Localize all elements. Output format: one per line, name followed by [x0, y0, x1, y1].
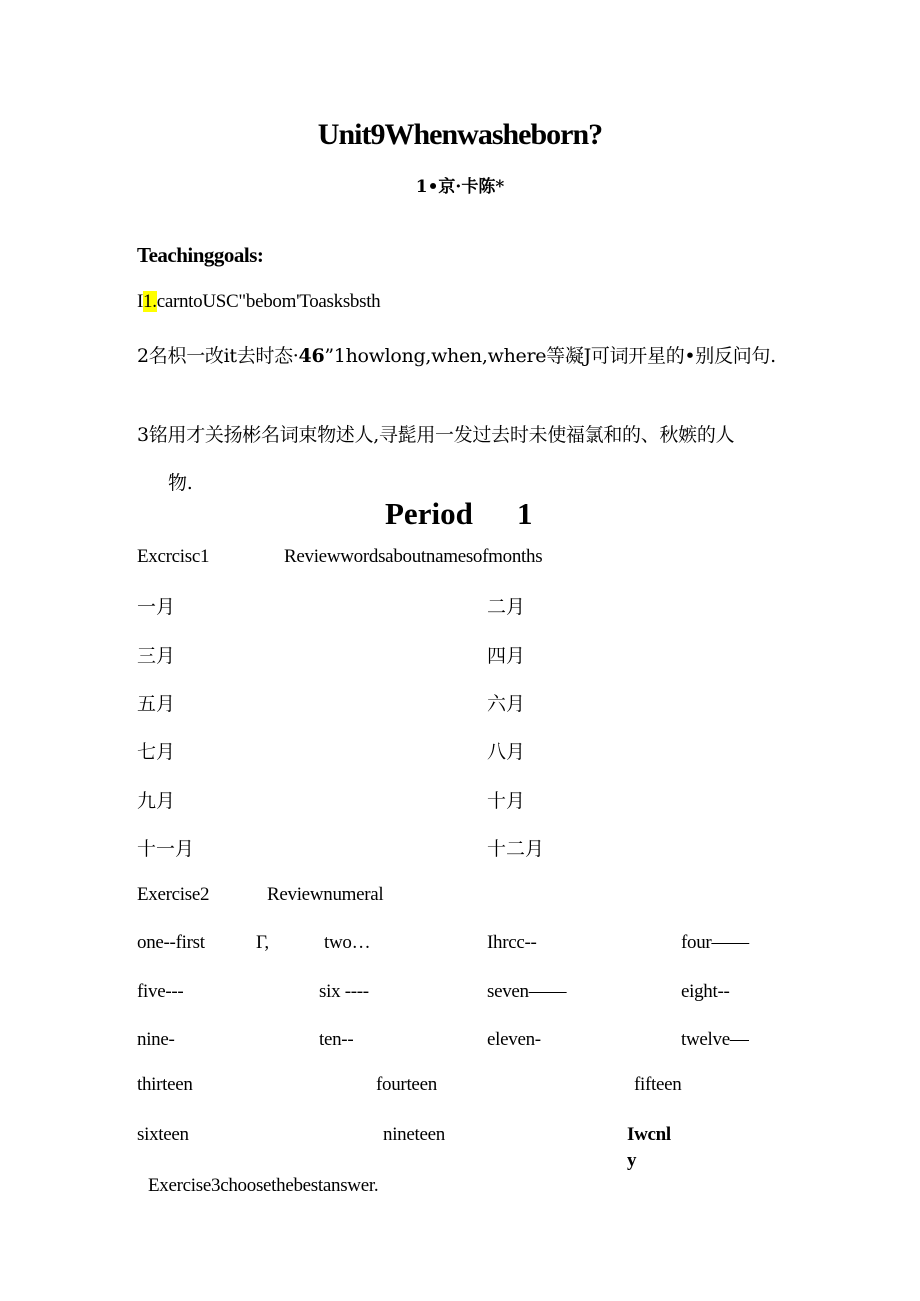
numeral-item: one--first	[137, 932, 205, 953]
month-left: 三月	[137, 645, 176, 667]
month-left: 一月	[137, 596, 176, 618]
page-title: Unit9Whenwasheborn?	[317, 118, 603, 151]
month-right: 六月	[487, 693, 526, 715]
goal-2-text-c: ”1howlong,when,where等凝J可词开星的•别反问句.	[324, 345, 776, 367]
numeral-item: y	[627, 1150, 637, 1171]
teaching-goals-heading: Teachinggoals:	[137, 243, 264, 267]
goal-2-text-b: 46	[298, 345, 325, 367]
period-label: Period	[385, 496, 473, 531]
month-left: 五月	[137, 693, 176, 715]
numeral-item: Iwcnl	[627, 1124, 671, 1145]
numeral-item: eleven-	[487, 1029, 541, 1050]
exercise-1-label: Excrcisc1	[137, 546, 210, 567]
numeral-item: six ----	[319, 981, 369, 1002]
month-right: 四月	[487, 645, 526, 667]
month-right: 十二月	[487, 838, 545, 860]
page-subtitle: 1•京·卡陈*	[415, 177, 505, 197]
goal-3-line-2: 物.	[168, 472, 193, 494]
goal-1-text: carntoUSC"bebom'Toasksbsth	[156, 291, 381, 312]
month-left: 十一月	[137, 838, 195, 860]
numeral-item: fourteen	[376, 1074, 437, 1095]
month-right: 十月	[487, 790, 526, 812]
numeral-item: nine-	[137, 1029, 175, 1050]
numeral-item: Ihrcc--	[487, 932, 537, 953]
month-right: 八月	[487, 741, 526, 763]
goal-2	[137, 341, 776, 368]
exercise-3-title: Exercise3choosethebestanswer.	[148, 1175, 379, 1196]
goal-1-highlight: 1.	[143, 291, 157, 312]
numeral-item: four——	[681, 932, 749, 953]
numeral-item: sixteen	[137, 1124, 189, 1145]
exercise-2-title: Reviewnumeral	[267, 884, 384, 905]
numeral-item: seven——	[487, 981, 567, 1002]
numeral-item: ten--	[319, 1029, 354, 1050]
numeral-item: Γ,	[256, 932, 269, 953]
goal-1-prefix: I	[137, 291, 144, 312]
numeral-item: twelve—	[681, 1029, 749, 1050]
period-number: 1	[517, 496, 533, 531]
month-right: 二月	[487, 596, 526, 618]
exercise-2-label: Exercise2	[137, 884, 210, 905]
exercise-1-title: Reviewwordsaboutnamesofmonths	[284, 546, 543, 567]
goal-2-text-a: 2名枳一改it去时态·	[137, 345, 299, 367]
month-left: 七月	[137, 741, 176, 763]
numeral-item: two…	[324, 932, 371, 953]
month-left: 九月	[137, 790, 176, 812]
numeral-item: fifteen	[634, 1074, 682, 1095]
numeral-item: five---	[137, 981, 184, 1002]
numeral-item: eight--	[681, 981, 730, 1002]
goal-3-line-1: 3铭用才关扬彬名词束物述人,寻髭用一发过去时未使福氯和的、秋嫉的人	[137, 424, 735, 446]
goal-1	[137, 291, 380, 313]
numeral-item: thirteen	[137, 1074, 193, 1095]
numeral-item: nineteen	[383, 1124, 445, 1145]
